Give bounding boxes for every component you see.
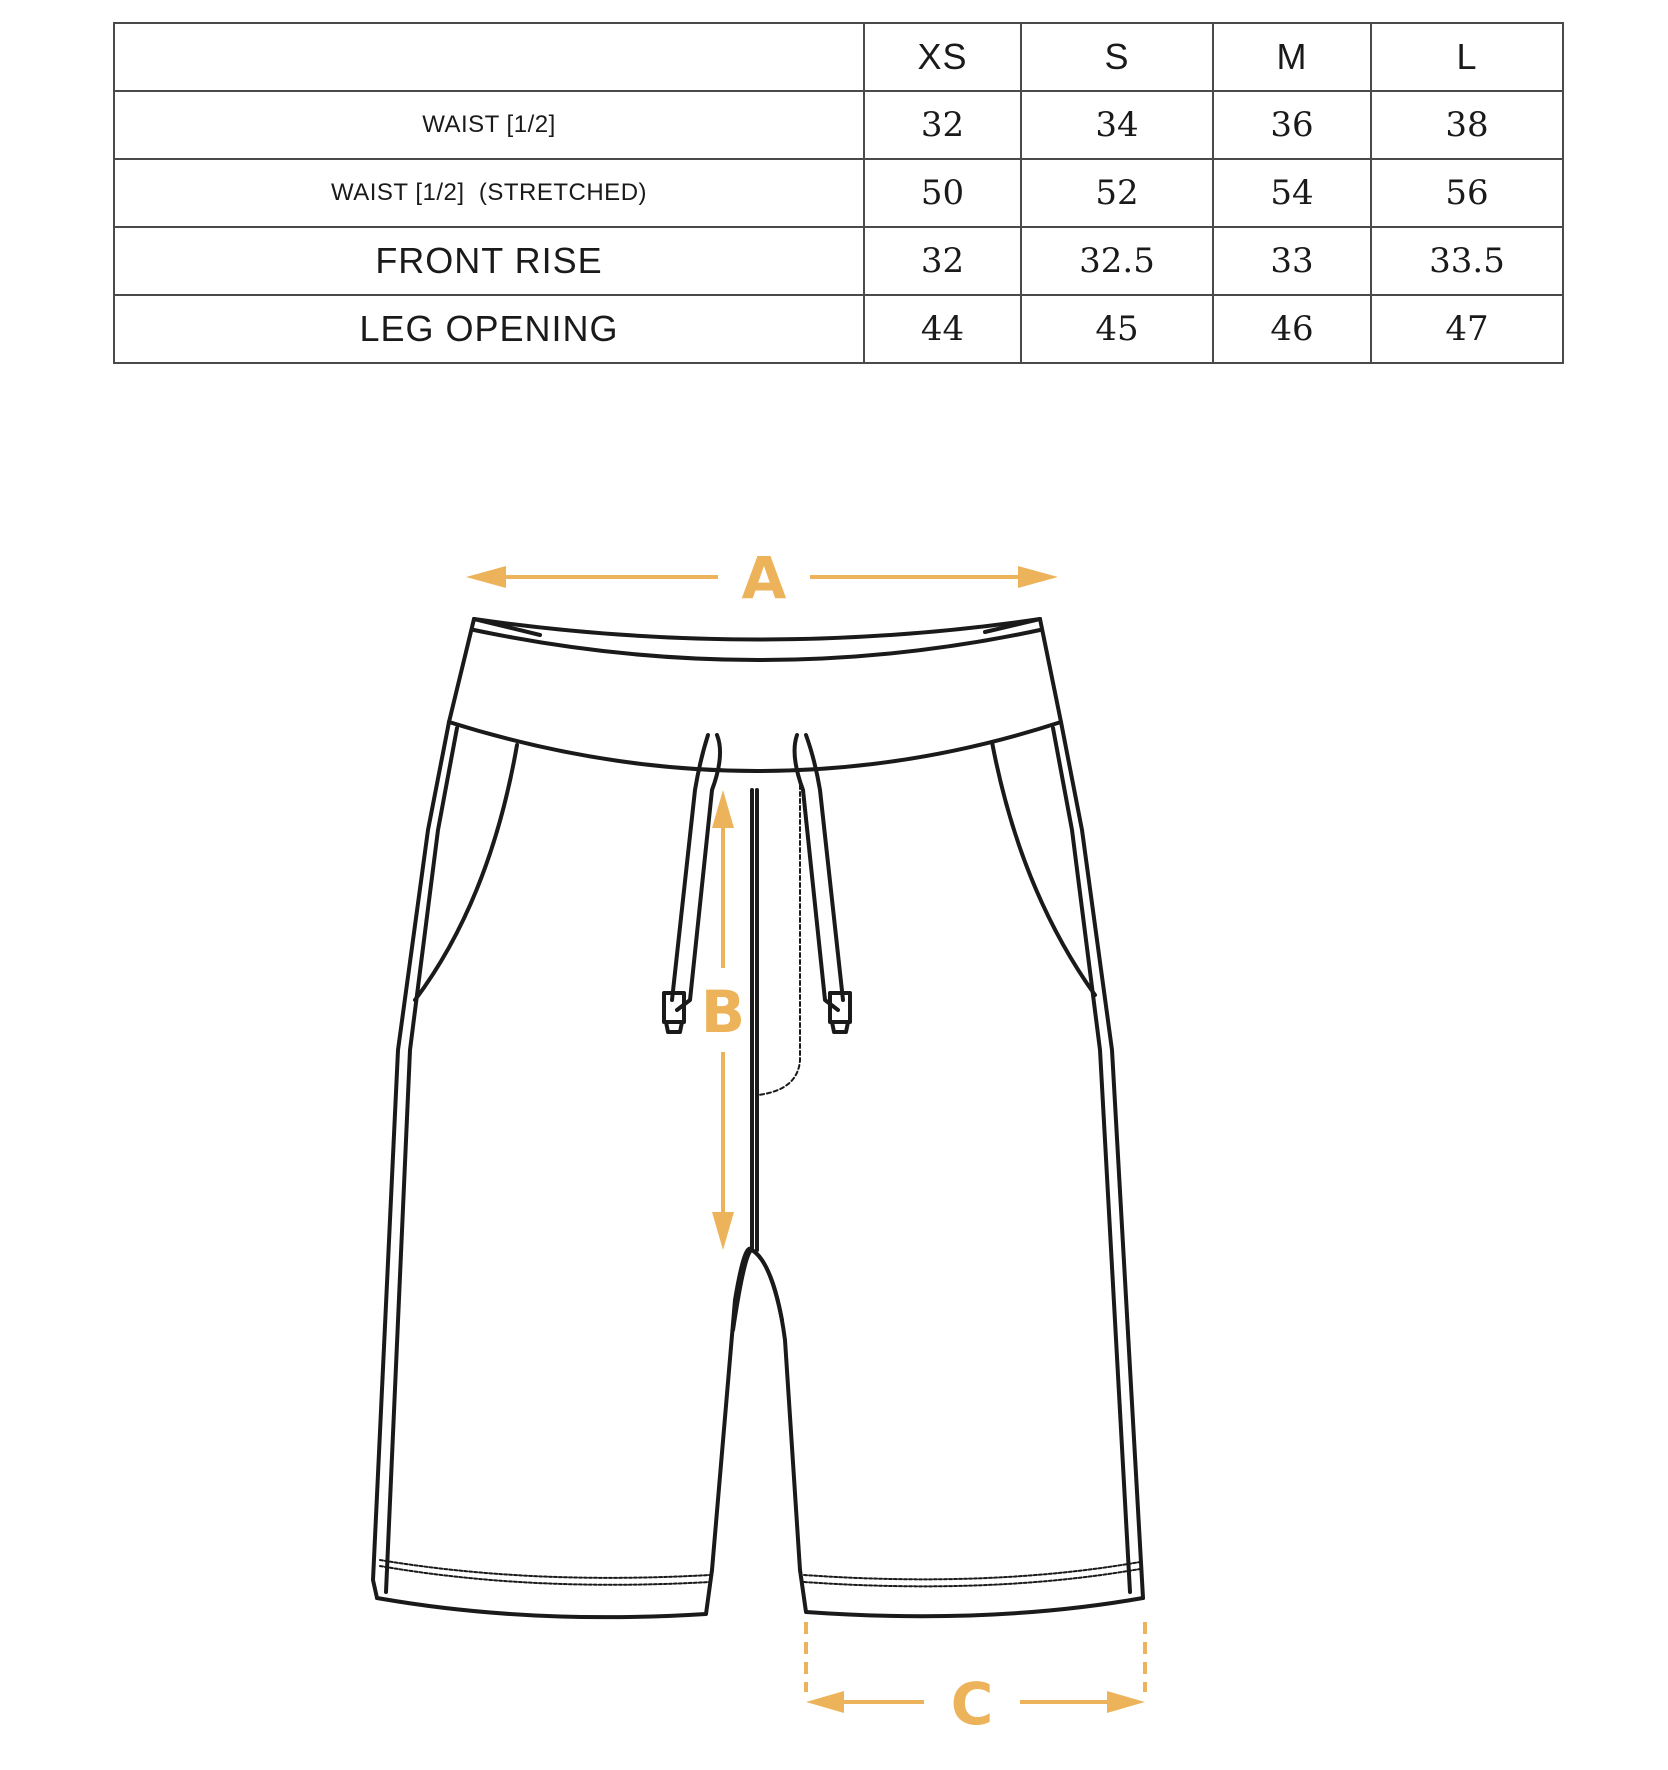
cell-front-rise-l: 33.5 [1371, 227, 1563, 295]
dimension-a-label: A [741, 544, 787, 612]
dimension-c-arrow-left [806, 1691, 844, 1713]
right-leg-inner [752, 1250, 800, 1570]
cell-front-rise-m: 33 [1213, 227, 1371, 295]
dimension-b-arrow-bottom [712, 1212, 734, 1250]
cell-leg-opening-l: 47 [1371, 295, 1563, 363]
size-header-xs: XS [864, 23, 1021, 91]
waistband-right-side [1040, 619, 1061, 722]
size-header-m: M [1213, 23, 1371, 91]
cell-waist-stretched-s: 52 [1021, 159, 1213, 227]
cell-leg-opening-s: 45 [1021, 295, 1213, 363]
size-header-l: L [1371, 23, 1563, 91]
left-pocket [415, 745, 517, 1000]
row-label-front-rise: FRONT RISE [114, 227, 864, 295]
row-label-waist-stretched: WAIST [1/2] (STRETCHED) [114, 159, 864, 227]
waistband-bottom-seam [449, 722, 1061, 771]
waistband-left-side [449, 619, 474, 722]
cell-waist-m: 36 [1213, 91, 1371, 159]
dimension-c-label: C [950, 1670, 994, 1738]
left-leg-outer [373, 722, 449, 1598]
cell-waist-stretched-l: 56 [1371, 159, 1563, 227]
dimension-c-arrow-right [1107, 1691, 1145, 1713]
cell-waist-s: 34 [1021, 91, 1213, 159]
waistband-inner-edge [474, 630, 1040, 660]
fly-stitch [758, 785, 800, 1095]
cell-leg-opening-m: 46 [1213, 295, 1371, 363]
dimension-b-arrow-top [712, 790, 734, 828]
right-pocket [992, 742, 1095, 995]
row-label-leg-opening: LEG OPENING [114, 295, 864, 363]
size-header-s: S [1021, 23, 1213, 91]
left-leg-inner [712, 1249, 752, 1570]
cell-waist-stretched-xs: 50 [864, 159, 1021, 227]
dimension-b-label: B [700, 978, 746, 1046]
dimension-a-arrow-left [466, 566, 506, 588]
left-hem-stitch-2 [380, 1566, 710, 1585]
cell-waist-l: 38 [1371, 91, 1563, 159]
cell-front-rise-s: 32.5 [1021, 227, 1213, 295]
left-side-stripe [386, 728, 457, 1592]
shorts-outline [373, 619, 1143, 1617]
row-label-waist: WAIST [1/2] [114, 91, 864, 159]
cell-waist-stretched-m: 54 [1213, 159, 1371, 227]
dimension-a-arrow-right [1018, 566, 1058, 588]
cell-leg-opening-xs: 44 [864, 295, 1021, 363]
waistband-top-edge [474, 619, 1040, 640]
cell-waist-xs: 32 [864, 91, 1021, 159]
left-hem-stitch [380, 1560, 710, 1578]
cell-front-rise-xs: 32 [864, 227, 1021, 295]
